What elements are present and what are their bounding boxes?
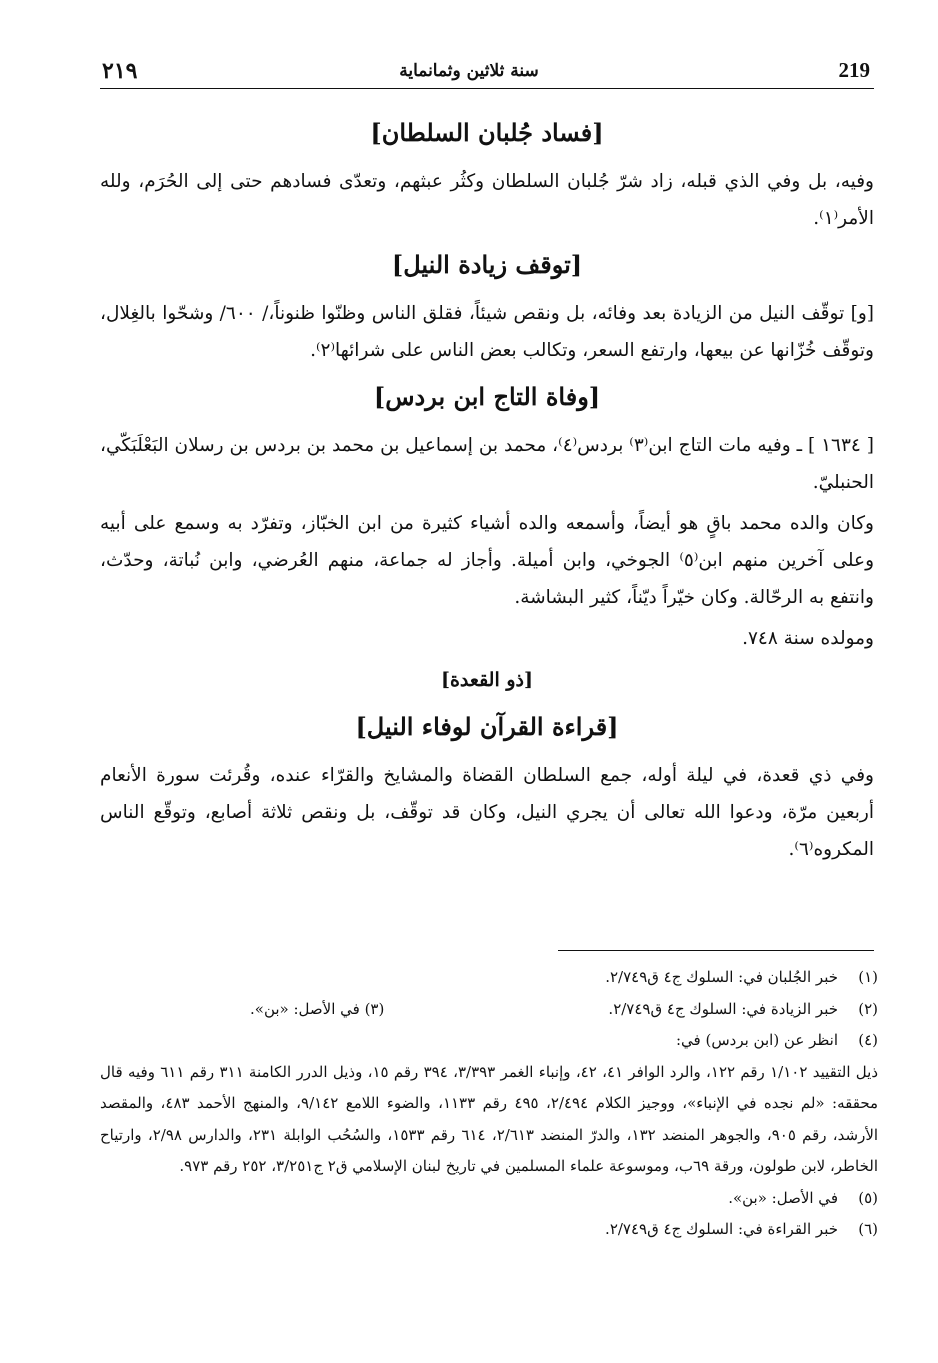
footnote (100, 994, 878, 1026)
paragraph: ومولده سنة ٧٤٨. (742, 628, 874, 649)
footnote-number: (٤) (858, 1031, 878, 1049)
section-heading: [فساد جُلبان السلطان] (370, 118, 604, 147)
section-heading: [وفاة التاج ابن بردس] (373, 382, 601, 411)
page-number-arabic: ٢١٩ (102, 58, 138, 84)
footnote-number: (٥) (858, 1188, 878, 1207)
main-text (100, 105, 874, 872)
page-number-latin: 219 (838, 58, 870, 82)
section-heading: [توقف زيادة النيل] (391, 250, 583, 279)
footnote-body: ذيل التقييد ١/١٠٢ رقم ١٢٢، والرد الوافر ٤١، ٤٢، وإنباء الغمر ٣/٣٩٣، ٣٩٤ رقم ١٥، وذيل الدرر الكامنة ٣١١ رقم ٦١١ وفيه قال محققه: «لم نجده في الإنباء»، ووجيز الكلام ٢/٤٩٤، ٤٩٥ رقم ١١٣٣، والضوء اللامع ٩/١٤٢، والمنهج الأحمد ٤٨٣، والمقصد الأرشد، رقم ٩٠٥، والجوهر المنضد ١٣٢، والدرّ المنضد ٢/٦١٣، ٦١٤ رقم ١٥٣٣، والسُحُب الوابلة ٢٣١، والدارس ٢/٩٨، وارتياح الخاطر، لابن طولون، ورقة ٦٩ب، وموسوعة علماء المسلمين في تاريخ لبنان الإسلامي ق٢ ج٣/٢٥١، ٢٥٢ رقم ٩٧٣. (100, 1062, 879, 1175)
footnote-number: (٦) (858, 1220, 878, 1238)
footnote (100, 1214, 878, 1246)
footnote-text: خبر الزيادة في: السلوك ج٤ ق٢/٧٤٩. (608, 999, 838, 1018)
footnote-inline: (٣) في الأصل: «بن». (250, 999, 385, 1018)
paragraph: وكان والده محمد باقٍ هو أيضاً، وأسمعه والده أشياء كثيرة من ابن الخبّاز، وتفرّد به وسمع على أبيه وعلى آخرين منهم ابن⁽٥⁾ الجوخي، وابن أميلة. وأجاز له جماعة، منهم العُرضي، وابن نُباتة، وحدّث، وانتفع به الرحّالة. وكان خيّراً ديّناً، كثير البشاشة. (100, 513, 875, 608)
footnote-rule (558, 950, 874, 951)
footnote-text: في الأصل: «بن». (728, 1188, 838, 1207)
section-heading: [قراءة القرآن لوفاء النيل] (355, 712, 619, 741)
footnotes (100, 962, 878, 1246)
header-rule (100, 88, 874, 89)
paragraph: وفيه، بل وفي الذي قبله، زاد شرّ جُلبان السلطان وكثُر عبثهم، وتعدّى فسادهم حتى إلى الحُرَم، ولله الأمر⁽١⁾. (100, 171, 874, 229)
footnote-text: انظر عن (ابن بردس) في: (676, 1031, 838, 1049)
footnote-text: خبر القراءة في: السلوك ج٤ ق٢/٧٤٩. (605, 1220, 838, 1238)
paragraph: [ ١٦٣٤ ] ـ وفيه مات التاج ابن⁽٣⁾ بردس⁽٤⁾، محمد بن إسماعيل بن محمد بن بردس بن رسلان البَعْلَبَكّي، الحنبليّ. (100, 435, 874, 493)
footnote (100, 1025, 878, 1057)
running-title: سنة ثلاثين وثمانماية (399, 61, 539, 81)
footnote-number: (١) (858, 968, 878, 986)
paragraph: [و] توقّف النيل من الزيادة بعد وفائه، بل ونقص شيئاً، فقلق الناس وظنّوا ظنوناً،/ ٦٠٠/ وشحّوا بالغِلال، وتوقّف خُزّانها عن بيعها، وارتفع السعر، وتكالب بعض الناس على شرائها⁽٢⁾. (100, 303, 874, 361)
footnote (100, 1183, 878, 1215)
paragraph: وفي ذي قعدة، في ليلة أوله، جمع السلطان القضاة والمشايخ والقرّاء عنده، وقُرئت سورة الأنعام أربعين مرّة، ودعوا الله تعالى أن يجري النيل، وكان قد توقّف، بل ونقص ثلاثة أصابع، وتوقّع الناس المكروه⁽٦⁾. (100, 765, 874, 860)
footnote-text: خبر الجُلبان في: السلوك ج٤ ق٢/٧٤٩. (605, 968, 838, 986)
month-heading: [ذو القعدة] (440, 669, 533, 691)
footnote (100, 962, 878, 994)
footnote-number: (٢) (858, 999, 878, 1018)
